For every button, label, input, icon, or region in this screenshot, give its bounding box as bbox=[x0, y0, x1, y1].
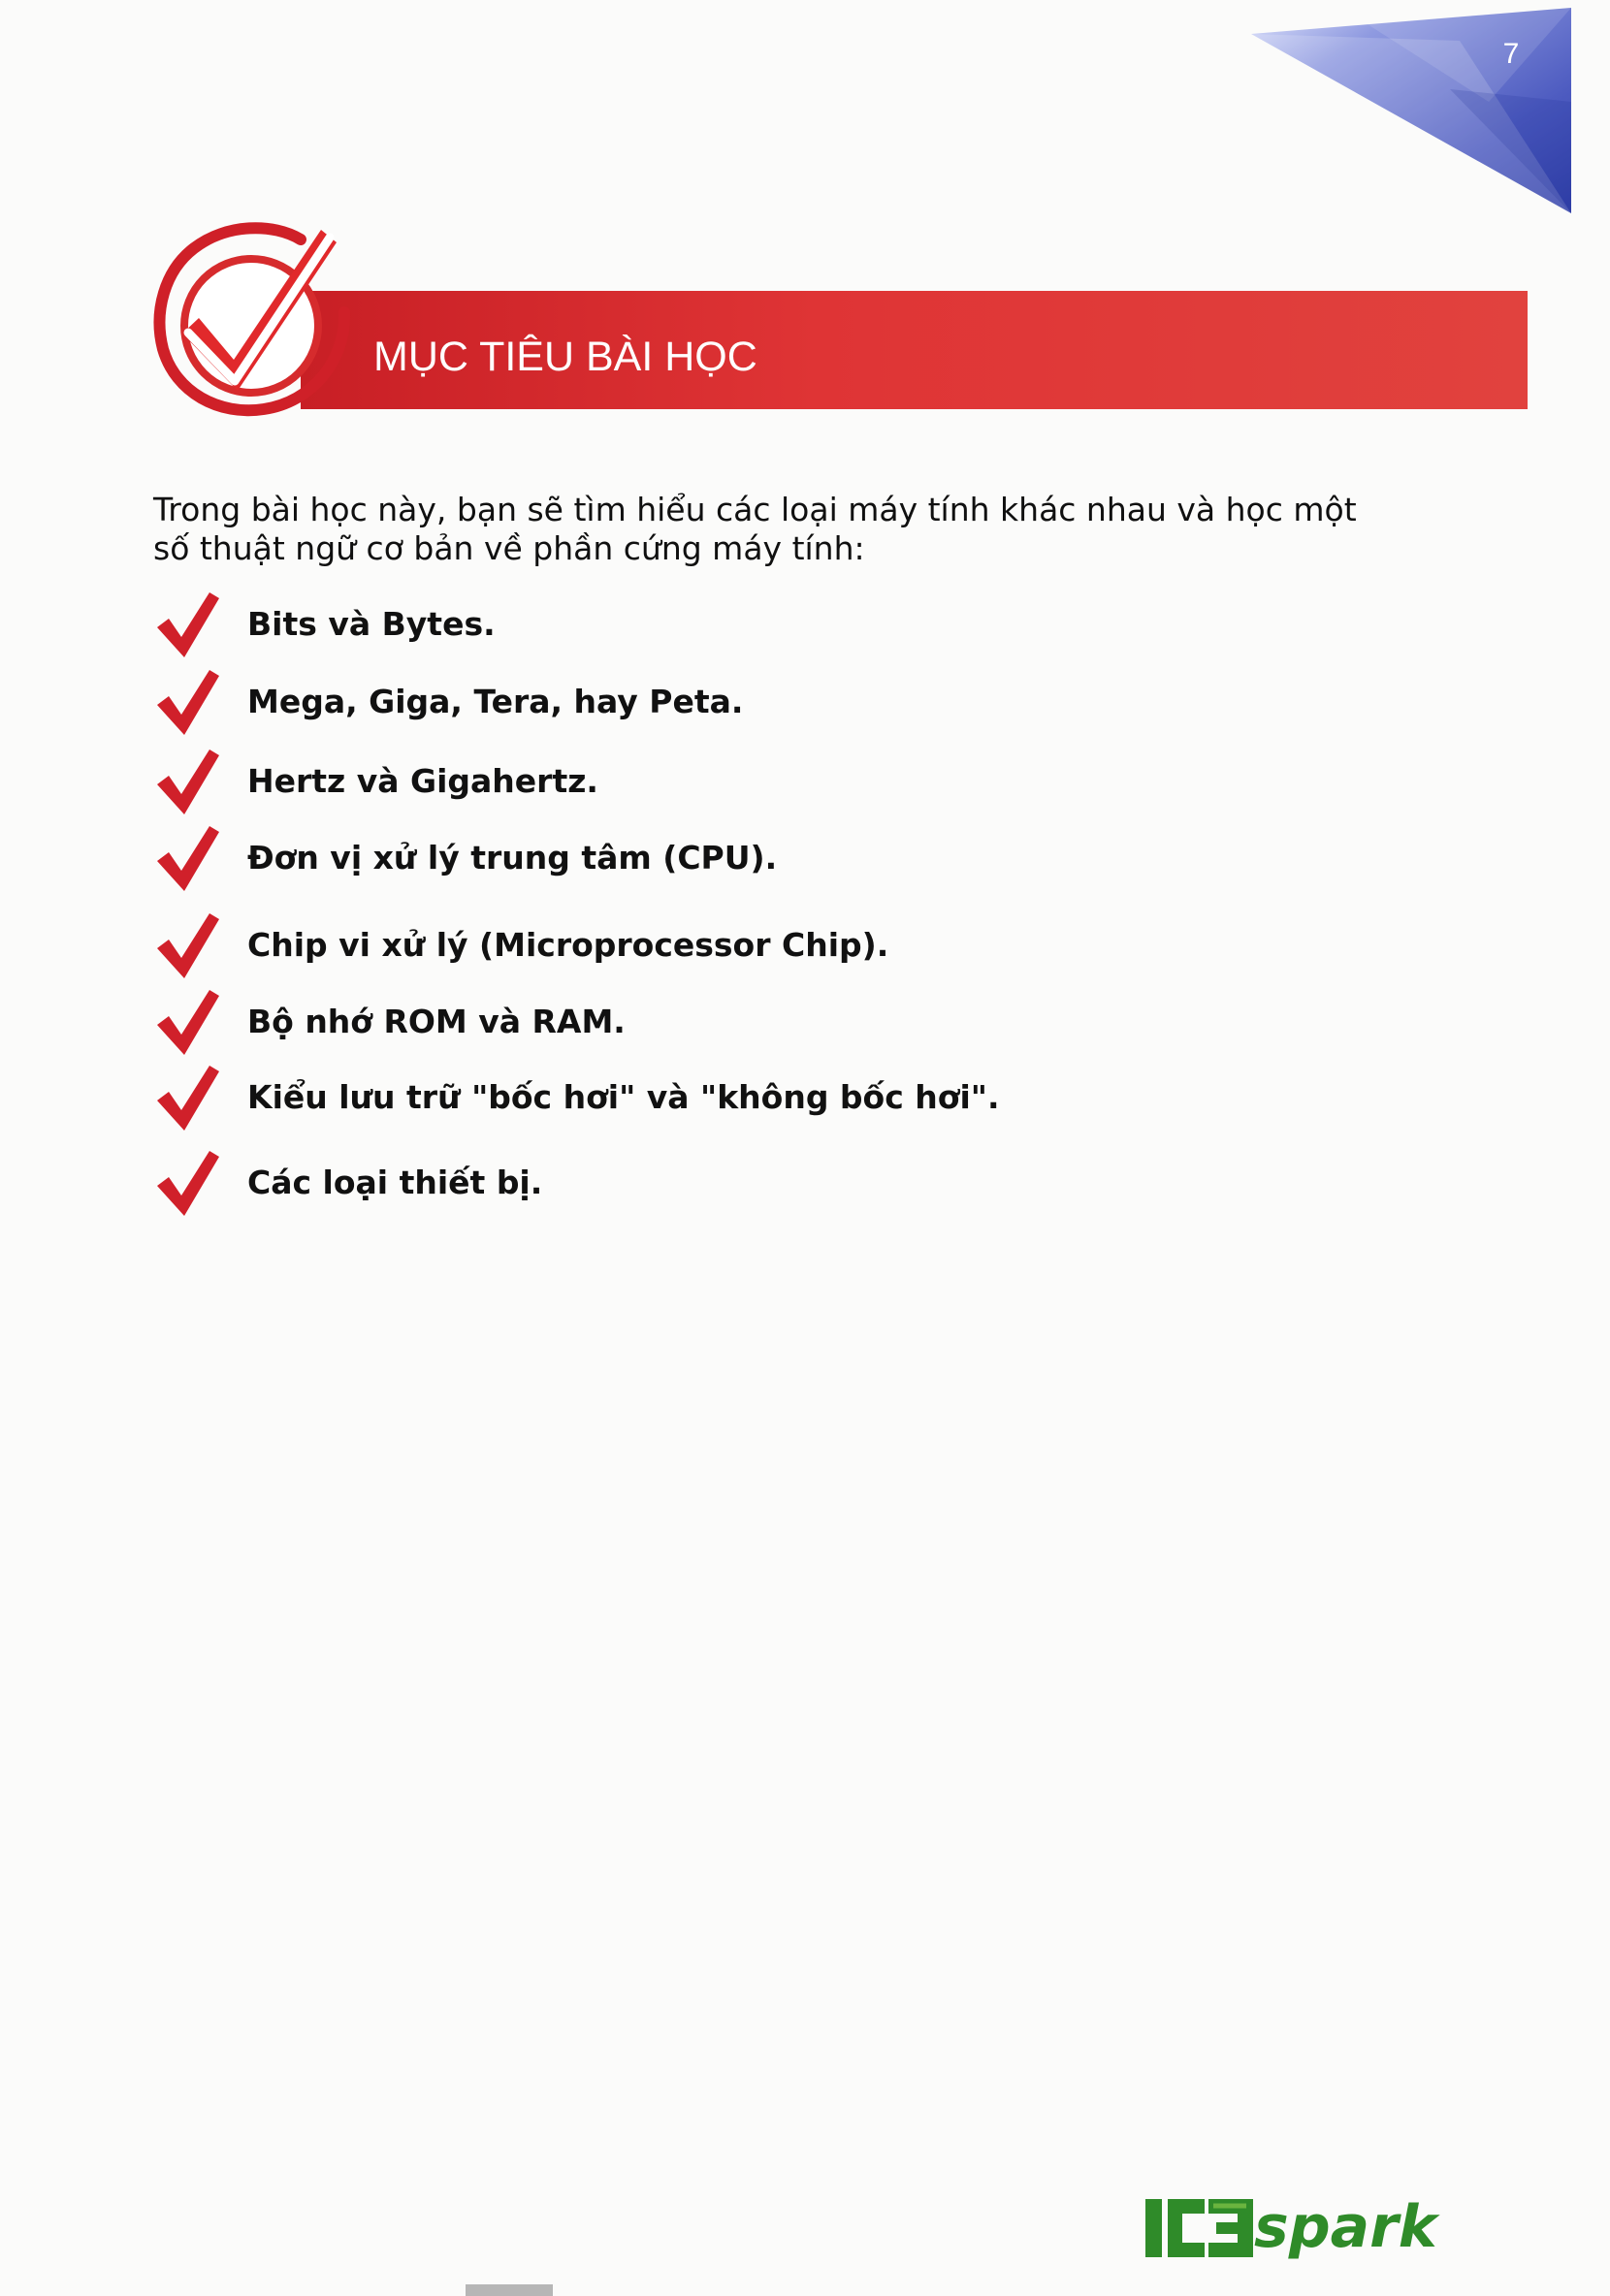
objective-item bbox=[0, 1144, 1164, 1218]
objective-item bbox=[0, 663, 1164, 737]
objective-text: Hertz và Gigahertz. bbox=[247, 762, 598, 800]
objective-item bbox=[0, 983, 1164, 1057]
objective-item bbox=[0, 819, 1164, 893]
check-icon bbox=[155, 747, 219, 814]
objective-text: Chip vi xử lý (Microprocessor Chip). bbox=[247, 926, 889, 964]
check-icon bbox=[155, 987, 219, 1055]
objective-text: Đơn vị xử lý trung tâm (CPU). bbox=[247, 839, 778, 877]
objective-text: Các loại thiết bị. bbox=[247, 1164, 543, 1201]
objective-item bbox=[0, 743, 1164, 816]
page-number: 7 bbox=[1502, 38, 1520, 70]
ic3-logo-mark bbox=[1144, 2195, 1259, 2261]
logo-text: spark bbox=[1254, 2193, 1437, 2261]
objective-item bbox=[0, 586, 1164, 659]
check-icon bbox=[155, 1063, 219, 1131]
intro-paragraph: Trong bài học này, bạn sẽ tìm hiểu các loại máy tính khác nhau và học một số thuật ngữ cơ bản về phần cứng máy tính: bbox=[153, 491, 1357, 567]
check-icon bbox=[155, 1148, 219, 1216]
objective-text: Mega, Giga, Tera, hay Peta. bbox=[247, 683, 744, 720]
objective-text: Bộ nhớ ROM và RAM. bbox=[247, 1003, 626, 1040]
objective-item bbox=[0, 907, 1164, 980]
objective-text: Bits và Bytes. bbox=[247, 605, 496, 643]
check-icon bbox=[155, 910, 219, 978]
objective-text: Kiểu lưu trữ "bốc hơi" và "không bốc hơi". bbox=[247, 1078, 1000, 1116]
check-icon bbox=[155, 823, 219, 891]
check-icon bbox=[155, 667, 219, 735]
check-icon bbox=[155, 590, 219, 657]
scan-edge-shadow bbox=[466, 2284, 553, 2296]
section-title: MỤC TIÊU BÀI HỌC bbox=[373, 334, 757, 380]
ic3spark-logo bbox=[1144, 2193, 1465, 2269]
objective-item bbox=[0, 1059, 1164, 1132]
